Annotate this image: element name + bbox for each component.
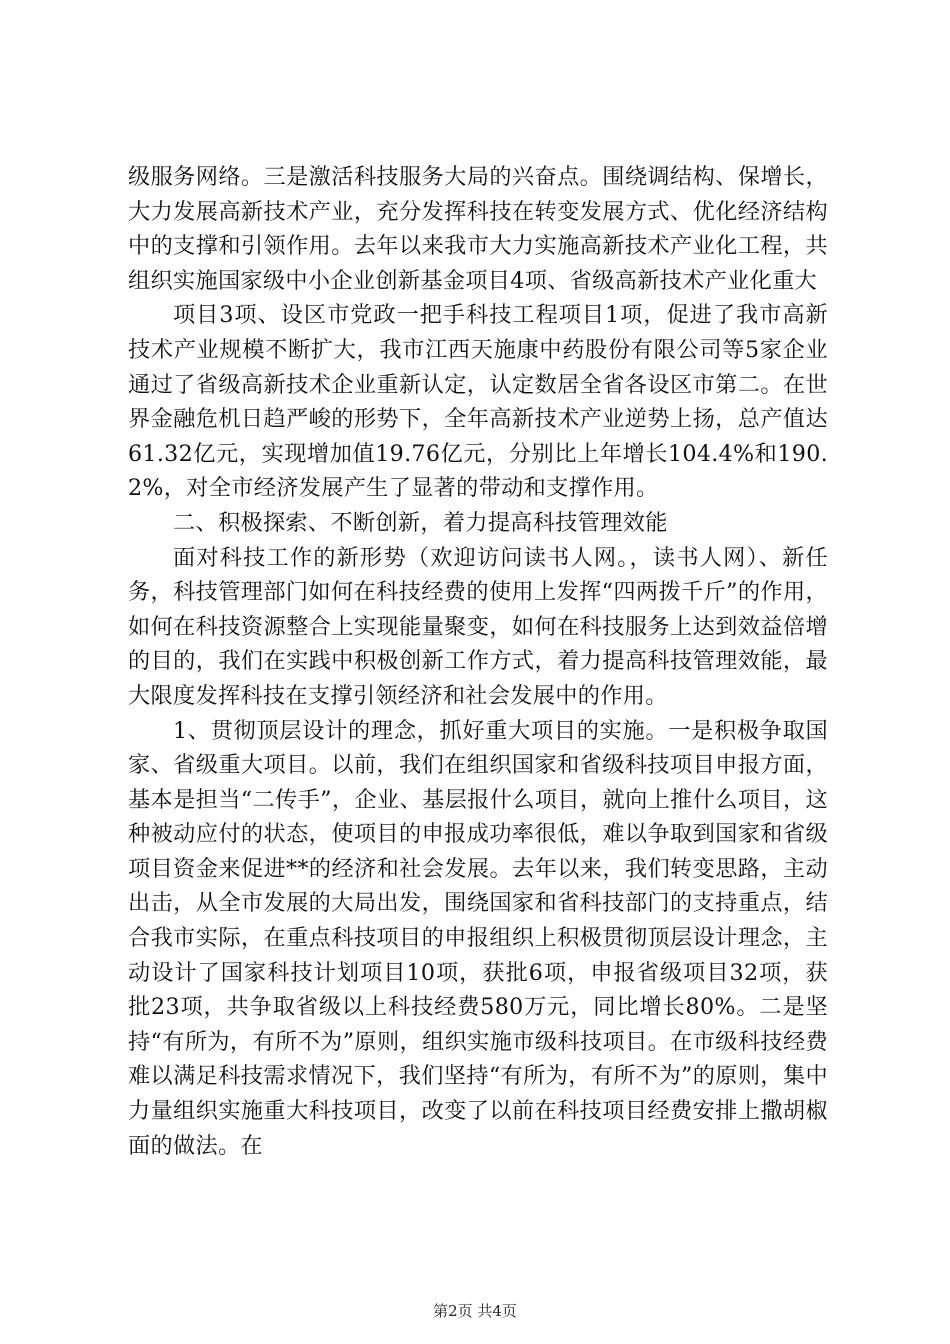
paragraph-4: 1、贯彻顶层设计的理念，抓好重大项目的实施。一是积极争取国家、省级重大项目。以前，我们在组织国家和省级科技项目申报方面，基本是担当“二传手”，企业、基层报什么项目，就向上推什么项目，这种被动应付的状态，使项目的申报成功率很低，难以争取到国家和省级项目资金来促进**的经济和社会发展。去年以来，我们转变思路，主动出击，从全市发展的大局出发，围绕国家和省科技部门的支持重点，结合我市实际，在重点科技项目的申报组织上积极贯彻顶层设计理念，主动设计了国家科技计划项目10项，获批6项，申报省级项目32项，获批23项，共争取省级以上科技经费580万元，同比增长80%。二是坚持“有所为，有所不为”原则，组织实施市级科技项目。在市级科技经费难以满足科技需求情况下，我们坚持“有所为，有所不为”的原则，集中力量组织实施重大科技项目，改变了以前在科技项目经费安排上撒胡椒面的做法。在 xyxy=(128,717,828,1159)
paragraph-3: 面对科技工作的新形势（欢迎访问读书人网。，读书人网）、新任务，科技管理部门如何在科技经费的使用上发挥“四两拨千斤”的作用，如何在科技资源整合上实现能量聚变，如何在科技服务上达到效益倍增的目的，我们在实践中积极创新工作方式，着力提高科技管理效能，最大限度发挥科技在支撑引领经济和社会发展中的作用。 xyxy=(128,544,828,709)
page-footer: 第2页 共4页 xyxy=(433,1302,517,1320)
paragraph-2: 项目3项、设区市党政一把手科技工程项目1项，促进了我市高新技术产业规模不断扩大，我市江西天施康中药股份有限公司等5家企业通过了省级高新技术企业重新认定，认定数居全省各设区市第二。在世界金融危机日趋严峻的形势下，全年高新技术产业逆势上扬，总产值达61.32亿元，实现增加值19.76亿元，分别比上年增长104.4%和190.2%，对全市经济发展产生了显著的带动和支撑作用。 xyxy=(128,302,828,502)
paragraph-1: 级服务网络。三是激活科技服务大局的兴奋点。围绕调结构、保增长，大力发展高新技术产业，充分发挥科技在转变发展方式、优化经济结构中的支撑和引领作用。去年以来我市大力实施高新技术产业化工程，共组织实施国家级中小企业创新基金项目4项、省级高新技术产业化重大 xyxy=(128,164,828,294)
document-body xyxy=(128,160,828,1163)
section-heading: 二、积极探索、不断创新，着力提高科技管理效能 xyxy=(173,509,668,536)
